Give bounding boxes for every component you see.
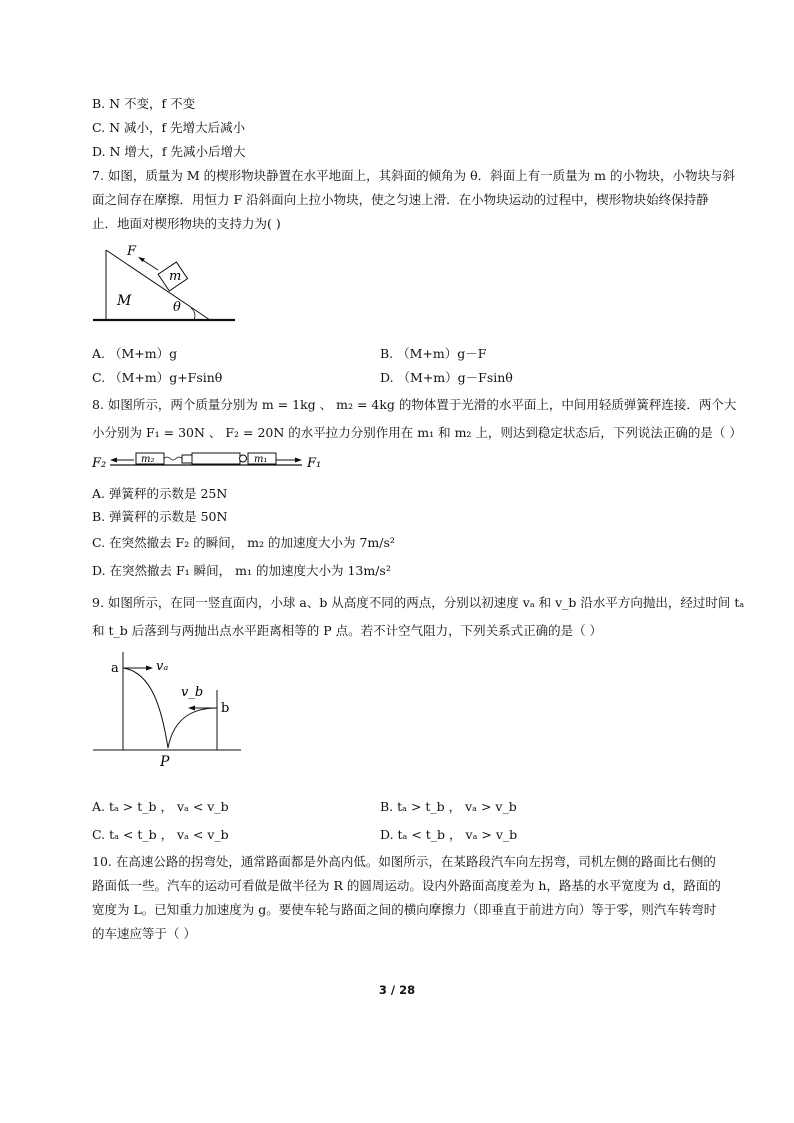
label-theta: θ <box>173 300 181 315</box>
q10-stem-line-1: 10. 在高速公路的拐弯处，通常路面都是外高内低。如图所示，在某路段汽车向左拐弯，司机左侧的路面比右侧的 <box>92 854 716 869</box>
page-number: 3 / 28 <box>378 983 416 997</box>
q9-projectile-figure <box>90 650 245 770</box>
q10-stem-line-2: 路面低一些。汽车的运动可看做是做半径为 R 的圆周运动。设内外路面高度差为 h，路基的水平宽度为 d，路面的 <box>92 878 721 893</box>
wedge-incline-edge <box>106 250 210 320</box>
force-f-arrow <box>141 259 158 270</box>
q9-option-d: D. tₐ < t_b ， vₐ > v_b <box>380 827 518 842</box>
label-big-m: M <box>117 293 132 309</box>
label-f: F <box>127 244 137 259</box>
q8-option-b: B. 弹簧秤的示数是 50N <box>92 509 228 524</box>
q9-stem-line-1: 9. 如图所示，在同一竖直面内，小球 a、b 从高度不同的两点，分别以初速度 vₐ 和 v_b 沿水平方向抛出，经过时间 tₐ <box>92 595 745 610</box>
label-m1: m₁ <box>254 454 268 465</box>
spring-hook <box>164 457 182 460</box>
prev-option-b: B. N 不变，f 不变 <box>92 96 196 111</box>
q9-stem-line-2: 和 t_b 后落到与两抛出点水平距离相等的 P 点。若不计空气阻力，下列关系式正确的是（ ） <box>92 623 603 638</box>
label-m: m <box>169 269 182 284</box>
prev-option-d: D. N 增大，f 先减小后增大 <box>92 144 246 159</box>
q9-option-c: C. tₐ < t_b ， vₐ < v_b <box>92 827 229 842</box>
q7-option-a: A. （M+m）g <box>92 346 178 361</box>
q7-stem-line-2: 面之间存在摩擦．用恒力 F 沿斜面向上拉小物块，使之匀速上滑．在小物块运动的过程中，楔形物块始终保持静 <box>92 192 709 207</box>
label-p: P <box>160 754 170 770</box>
q10-stem-line-3: 宽度为 L。已知重力加速度为 g。要使车轮与路面之间的横向摩擦力（即垂直于前进方向）等于零，则汽车转弯时 <box>92 902 717 917</box>
trajectory-a <box>123 668 168 748</box>
q10-stem-line-4: 的车速应等于（ ） <box>92 926 196 941</box>
q9-option-b: B. tₐ > t_b ， vₐ > v_b <box>380 799 517 814</box>
label-f2: F₂ <box>92 456 107 471</box>
label-b: b <box>221 701 230 716</box>
q7-option-b: B. （M+m）g－F <box>380 346 487 361</box>
q7-option-c: C. （M+m）g+Fsinθ <box>92 370 223 385</box>
label-f1: F₁ <box>307 456 322 471</box>
q7-wedge-figure <box>90 240 240 328</box>
label-m2: m₂ <box>141 454 155 465</box>
q7-stem-line-1: 7. 如图，质量为 M 的楔形物块静置在水平地面上，其斜面的倾角为 θ．斜面上有一质量为 m 的小物块，小物块与斜 <box>92 168 735 183</box>
q7-stem-line-3: 止．地面对楔形物块的支持力为( ) <box>92 216 281 231</box>
q9-option-a: A. tₐ > t_b ， vₐ < v_b <box>92 799 229 814</box>
q8-option-d: D. 在突然撤去 F₁ 瞬间， m₁ 的加速度大小为 13m/s² <box>92 563 391 578</box>
q8-option-c: C. 在突然撤去 F₂ 的瞬间， m₂ 的加速度大小为 7m/s² <box>92 535 395 550</box>
balance-left-cap <box>182 455 192 463</box>
spring-balance-body <box>192 453 240 464</box>
label-va: vₐ <box>156 659 169 674</box>
q8-stem-line-2: 小分别为 F₁ = 30N 、 F₂ = 20N 的水平拉力分别作用在 m₁ 和 m₂ 上，则达到稳定状态后，下列说法正确的是（ ） <box>92 425 742 440</box>
q8-stem-line-1: 8. 如图所示，两个质量分别为 m = 1kg 、 m₂ = 4kg 的物体置于光滑的水平面上，中间用轻质弹簧秤连接．两个大 <box>92 397 737 412</box>
q8-option-a: A. 弹簧秤的示数是 25N <box>92 486 228 501</box>
trajectory-b <box>168 708 217 748</box>
prev-option-c: C. N 减小，f 先增大后减小 <box>92 120 246 135</box>
q8-spring-figure <box>90 448 330 474</box>
q7-option-d: D. （M+m）g－Fsinθ <box>380 370 513 385</box>
label-vb: v_b <box>181 685 204 700</box>
label-a: a <box>111 661 119 676</box>
